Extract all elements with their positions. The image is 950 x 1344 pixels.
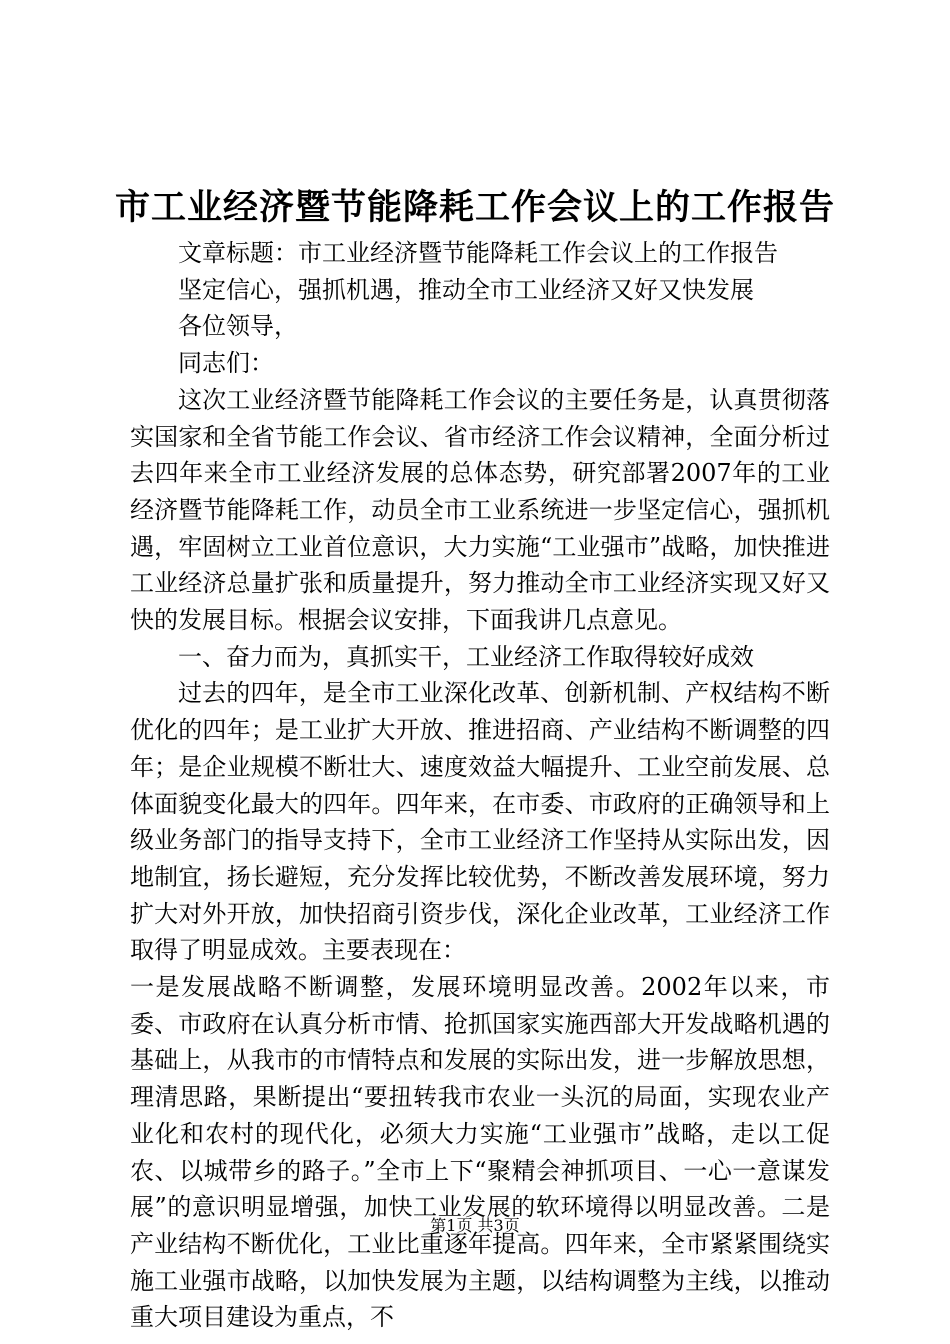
paragraph-review: 过去的四年，是全市工业深化改革、创新机制、产权结构不断优化的四年；是工业扩大开放、推进招商、产业结构不断调整的四年；是企业规模不断壮大、速度效益大幅提升、工业空前发展、总体面貌变化最大的四年。四年来，在市委、市政府的正确领导和上级业务部门的指导支持下，全市工业经济工作坚持从实际出发，因地制宜，扬长避短，充分发挥比较优势，不断改善发展环境，努力扩大对外开放，加快招商引资步伐，深化企业改革，工业经济工作取得了明显成效。主要表现在： bbox=[130, 679, 830, 965]
paragraph-intro: 这次工业经济暨节能降耗工作会议的主要任务是，认真贯彻落实国家和全省节能工作会议、省市经济工作会议精神，全面分析过去四年来全市工业经济发展的总体态势，研究部署2007年的工业经济暨节能降耗工作，动员全市工业系统进一步坚定信心，强抓机遇，牢固树立工业首位意识，大力实施“工业强市”战略，加快推进工业经济总量扩张和质量提升，努力推动全市工业经济实现又好又快的发展目标。根据会议安排，下面我讲几点意见。 bbox=[130, 385, 830, 635]
salutation-leaders: 各位领导， bbox=[178, 312, 298, 341]
paragraph-achievements: 一是发展战略不断调整，发展环境明显改善。2002年以来，市委、市政府在认真分析市情、抢抓国家实施西部大开发战略机遇的基础上，从我市的市情特点和发展的实际出发，进一步解放思想，理清思路，果断提出“要扭转我市农业一头沉的局面，实现农业产业化和农村的现代化，必须大力实施“工业强市”战略，走以工促农、以城带乡的路子。”全市上下“聚精会神抓项目、一心一意谋发展”的意识明显增强，加快工业发展的软环境得以明显改善。二是产业结构不断优化，工业比重逐年提高。四年来，全市紧紧围绕实施工业强市战略，以加快发展为主题，以结构调整为主线，以推动重大项目建设为重点，不 bbox=[130, 973, 830, 1332]
article-title-line: 文章标题：市工业经济暨节能降耗工作会议上的工作报告 bbox=[178, 239, 778, 267]
section-heading-1: 一、奋力而为，真抓实干，工业经济工作取得较好成效 bbox=[178, 642, 754, 671]
document-body bbox=[130, 235, 830, 1336]
document-title: 市工业经济暨节能降耗工作会议上的工作报告 bbox=[114, 187, 835, 228]
page-footer: 第1页 共3页 bbox=[430, 1216, 520, 1235]
subtitle-line: 坚定信心，强抓机遇，推动全市工业经济又好又快发展 bbox=[178, 275, 754, 304]
salutation-comrades: 同志们： bbox=[178, 349, 274, 378]
